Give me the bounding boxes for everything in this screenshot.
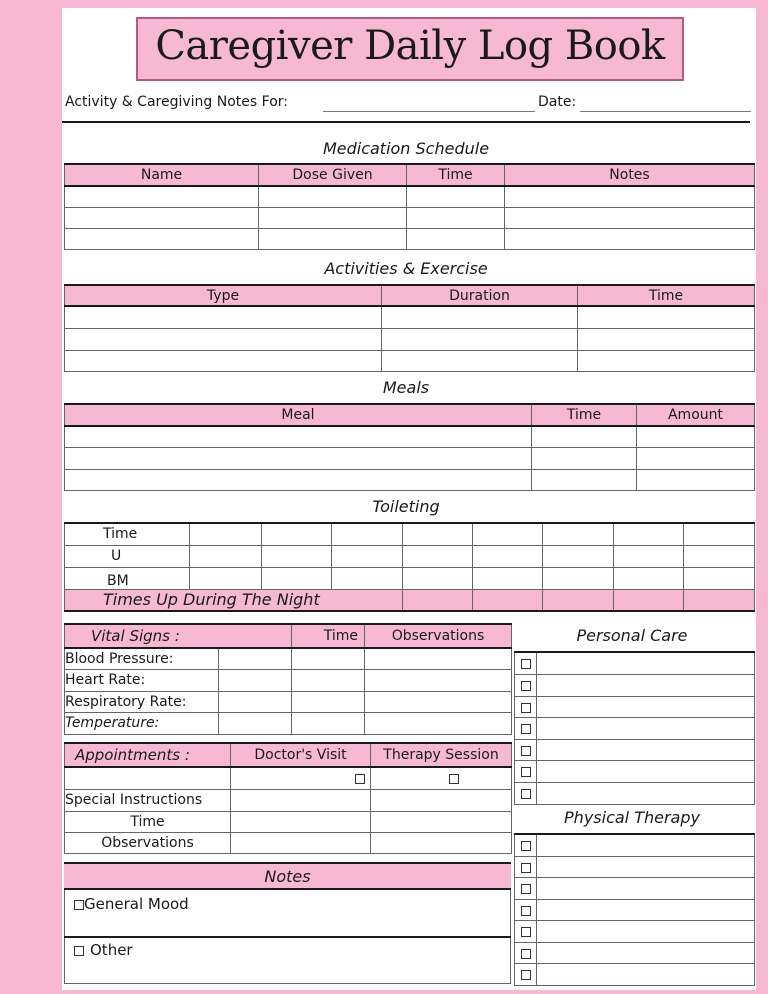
list-item bbox=[515, 674, 755, 696]
list-item bbox=[515, 963, 755, 985]
table-cell[interactable] bbox=[505, 207, 755, 228]
table-cell[interactable] bbox=[259, 186, 407, 207]
physical-therapy-list bbox=[514, 833, 755, 986]
table-row bbox=[65, 832, 512, 853]
list-item bbox=[515, 834, 755, 856]
table-cell[interactable] bbox=[65, 306, 382, 328]
table-cell bbox=[65, 767, 231, 789]
table-cell[interactable] bbox=[505, 228, 755, 249]
table-cell[interactable] bbox=[637, 447, 755, 469]
table-row bbox=[65, 306, 755, 328]
table-cell[interactable] bbox=[403, 545, 473, 567]
table-cell[interactable] bbox=[537, 652, 755, 674]
table-cell[interactable] bbox=[382, 328, 578, 350]
other-box[interactable] bbox=[64, 938, 511, 984]
table-cell[interactable] bbox=[403, 523, 473, 545]
table-cell[interactable] bbox=[684, 545, 755, 567]
list-item bbox=[515, 717, 755, 739]
table-cell[interactable] bbox=[578, 350, 755, 371]
appointments-title: Appointments : bbox=[65, 743, 231, 767]
table-cell[interactable] bbox=[65, 207, 259, 228]
general-mood-box[interactable] bbox=[64, 890, 511, 936]
table-cell[interactable] bbox=[537, 899, 755, 920]
toileting-row-u: U bbox=[65, 545, 190, 567]
table-cell[interactable] bbox=[65, 186, 259, 207]
table-cell[interactable] bbox=[190, 545, 262, 567]
table-cell[interactable] bbox=[219, 691, 292, 712]
table-cell[interactable] bbox=[365, 691, 512, 712]
activities-col-duration: Duration bbox=[382, 285, 578, 306]
table-cell[interactable] bbox=[532, 426, 637, 447]
table-cell[interactable] bbox=[473, 567, 543, 589]
physical-therapy-checkbox[interactable] bbox=[521, 906, 531, 916]
table-cell[interactable] bbox=[190, 567, 262, 589]
personal-care-list bbox=[514, 651, 755, 805]
table-cell[interactable] bbox=[537, 674, 755, 696]
table-cell bbox=[515, 739, 537, 760]
table-cell[interactable] bbox=[537, 782, 755, 804]
meals-col-amount: Amount bbox=[637, 404, 755, 426]
table-row bbox=[65, 328, 755, 350]
table-cell[interactable] bbox=[219, 648, 292, 669]
appointments-table bbox=[64, 742, 512, 854]
table-cell[interactable] bbox=[684, 523, 755, 545]
table-row bbox=[65, 789, 512, 811]
physical-therapy-checkbox[interactable] bbox=[521, 970, 531, 980]
table-cell[interactable] bbox=[292, 712, 365, 734]
meals-table bbox=[64, 403, 755, 491]
vitals-col-time: Time bbox=[292, 624, 365, 648]
table-cell[interactable] bbox=[65, 328, 382, 350]
table-row bbox=[65, 712, 512, 734]
doctor-visit-checkbox[interactable] bbox=[355, 774, 365, 784]
physical-therapy-checkbox[interactable] bbox=[521, 949, 531, 959]
general-mood-checkbox[interactable] bbox=[74, 900, 84, 910]
table-cell[interactable] bbox=[614, 545, 684, 567]
table-row bbox=[65, 426, 755, 447]
general-mood-label-wrap bbox=[74, 895, 189, 913]
table-cell[interactable] bbox=[231, 832, 371, 853]
page-title: Caregiver Daily Log Book bbox=[155, 23, 665, 69]
vital-blood-pressure: Blood Pressure: bbox=[65, 648, 219, 669]
notes-for-field[interactable] bbox=[323, 111, 535, 112]
table-cell[interactable] bbox=[407, 186, 505, 207]
appointment-special-instructions: Special Instructions bbox=[65, 789, 231, 811]
notes-header bbox=[64, 862, 511, 890]
table-cell bbox=[515, 899, 537, 920]
table-cell[interactable] bbox=[382, 350, 578, 371]
title-banner bbox=[136, 17, 684, 81]
table-cell[interactable] bbox=[371, 832, 512, 853]
table-cell[interactable] bbox=[403, 589, 473, 611]
vital-respiratory-rate: Respiratory Rate: bbox=[65, 691, 219, 712]
table-cell[interactable] bbox=[219, 669, 292, 691]
medication-col-dose: Dose Given bbox=[259, 164, 407, 186]
table-row bbox=[65, 545, 755, 567]
table-cell bbox=[515, 696, 537, 717]
table-cell[interactable] bbox=[219, 712, 292, 734]
meals-title: Meals bbox=[382, 378, 430, 397]
table-cell[interactable] bbox=[543, 589, 614, 611]
medication-title: Medication Schedule bbox=[322, 139, 490, 158]
table-row bbox=[65, 811, 512, 832]
table-row bbox=[65, 767, 512, 789]
appointments-col-therapy: Therapy Session bbox=[371, 743, 512, 767]
table-cell bbox=[515, 920, 537, 942]
table-cell[interactable] bbox=[332, 545, 403, 567]
table-cell[interactable] bbox=[382, 306, 578, 328]
table-cell[interactable] bbox=[407, 207, 505, 228]
personal-care-checkbox[interactable] bbox=[521, 724, 531, 734]
table-row bbox=[65, 469, 755, 490]
toileting-row-time: Time bbox=[65, 523, 190, 545]
table-cell bbox=[515, 963, 537, 985]
table-cell[interactable] bbox=[532, 447, 637, 469]
vitals-table bbox=[64, 623, 512, 735]
other-checkbox[interactable] bbox=[74, 946, 84, 956]
table-cell[interactable] bbox=[231, 789, 371, 811]
table-row bbox=[65, 648, 512, 669]
table-cell[interactable] bbox=[365, 669, 512, 691]
physical-therapy-checkbox[interactable] bbox=[521, 927, 531, 937]
activities-col-type: Type bbox=[65, 285, 382, 306]
toileting-row-bm: BM bbox=[65, 567, 190, 589]
personal-care-checkbox[interactable] bbox=[521, 703, 531, 713]
table-cell[interactable] bbox=[262, 545, 332, 567]
table-cell[interactable] bbox=[537, 877, 755, 899]
table-cell[interactable] bbox=[543, 545, 614, 567]
table-row bbox=[65, 669, 512, 691]
table-cell bbox=[231, 767, 371, 789]
table-cell[interactable] bbox=[543, 523, 614, 545]
physical-therapy-checkbox[interactable] bbox=[521, 841, 531, 851]
vital-heart-rate: Heart Rate: bbox=[65, 669, 219, 691]
table-cell[interactable] bbox=[637, 426, 755, 447]
table-cell[interactable] bbox=[292, 648, 365, 669]
table-cell[interactable] bbox=[614, 567, 684, 589]
table-cell[interactable] bbox=[578, 328, 755, 350]
table-cell[interactable] bbox=[537, 834, 755, 856]
table-row bbox=[65, 228, 755, 249]
table-cell bbox=[515, 760, 537, 782]
table-cell[interactable] bbox=[532, 469, 637, 490]
table-row bbox=[65, 186, 755, 207]
list-item bbox=[515, 877, 755, 899]
table-cell[interactable] bbox=[262, 523, 332, 545]
other-label: Other bbox=[90, 941, 133, 959]
table-cell[interactable] bbox=[407, 228, 505, 249]
table-cell[interactable] bbox=[65, 426, 532, 447]
list-item bbox=[515, 899, 755, 920]
list-item bbox=[515, 856, 755, 877]
meals-col-time: Time bbox=[532, 404, 637, 426]
table-cell bbox=[515, 782, 537, 804]
table-cell[interactable] bbox=[537, 696, 755, 717]
table-cell[interactable] bbox=[537, 942, 755, 963]
date-field[interactable] bbox=[580, 111, 751, 112]
medication-col-notes: Notes bbox=[505, 164, 755, 186]
table-cell[interactable] bbox=[65, 469, 532, 490]
list-item bbox=[515, 696, 755, 717]
table-cell bbox=[515, 674, 537, 696]
appointment-observations: Observations bbox=[65, 832, 231, 853]
general-mood-label: General Mood bbox=[84, 895, 189, 913]
physical-therapy-title: Physical Therapy bbox=[564, 808, 700, 827]
table-cell bbox=[515, 877, 537, 899]
list-item bbox=[515, 652, 755, 674]
table-cell[interactable] bbox=[537, 856, 755, 877]
list-item bbox=[515, 782, 755, 804]
table-row bbox=[65, 523, 755, 545]
notes-for-label: Activity & Caregiving Notes For: bbox=[65, 94, 288, 110]
header-divider bbox=[62, 121, 750, 123]
table-cell[interactable] bbox=[537, 717, 755, 739]
table-row bbox=[65, 447, 755, 469]
list-item bbox=[515, 760, 755, 782]
table-cell[interactable] bbox=[292, 669, 365, 691]
appointment-time: Time bbox=[65, 811, 231, 832]
physical-therapy-checkbox[interactable] bbox=[521, 863, 531, 873]
table-cell[interactable] bbox=[231, 811, 371, 832]
table-cell[interactable] bbox=[259, 207, 407, 228]
table-cell[interactable] bbox=[684, 567, 755, 589]
physical-therapy-checkbox[interactable] bbox=[521, 884, 531, 894]
table-cell[interactable] bbox=[332, 523, 403, 545]
table-cell[interactable] bbox=[473, 523, 543, 545]
vital-temperature: Temperature: bbox=[65, 712, 219, 734]
table-cell[interactable] bbox=[537, 920, 755, 942]
table-row bbox=[65, 691, 512, 712]
medication-col-name: Name bbox=[65, 164, 259, 186]
table-cell bbox=[515, 942, 537, 963]
table-cell bbox=[371, 767, 512, 789]
table-cell[interactable] bbox=[371, 789, 512, 811]
table-cell[interactable] bbox=[537, 963, 755, 985]
appointments-col-doctor: Doctor's Visit bbox=[231, 743, 371, 767]
table-cell[interactable] bbox=[371, 811, 512, 832]
table-row bbox=[65, 589, 755, 611]
activities-col-time: Time bbox=[578, 285, 755, 306]
table-cell[interactable] bbox=[614, 523, 684, 545]
personal-care-checkbox[interactable] bbox=[521, 681, 531, 691]
table-cell[interactable] bbox=[365, 712, 512, 734]
table-cell[interactable] bbox=[684, 589, 755, 611]
toileting-table bbox=[64, 522, 755, 612]
therapy-session-checkbox[interactable] bbox=[449, 774, 459, 784]
table-cell[interactable] bbox=[543, 567, 614, 589]
table-row bbox=[65, 567, 755, 589]
medication-col-time: Time bbox=[407, 164, 505, 186]
table-cell[interactable] bbox=[365, 648, 512, 669]
table-cell[interactable] bbox=[537, 739, 755, 760]
table-row bbox=[65, 207, 755, 228]
activities-table bbox=[64, 284, 755, 372]
activities-title: Activities & Exercise bbox=[324, 259, 488, 278]
table-cell[interactable] bbox=[190, 523, 262, 545]
table-cell[interactable] bbox=[65, 447, 532, 469]
personal-care-checkbox[interactable] bbox=[521, 746, 531, 756]
night-label: Times Up During The Night bbox=[65, 589, 403, 611]
personal-care-title: Personal Care bbox=[576, 626, 688, 645]
vitals-col-observations: Observations bbox=[365, 624, 512, 648]
table-cell[interactable] bbox=[637, 469, 755, 490]
personal-care-checkbox[interactable] bbox=[521, 767, 531, 777]
other-label-wrap bbox=[74, 941, 133, 959]
date-label: Date: bbox=[538, 94, 577, 110]
table-cell[interactable] bbox=[259, 228, 407, 249]
personal-care-checkbox[interactable] bbox=[521, 659, 531, 669]
table-cell[interactable] bbox=[578, 306, 755, 328]
toileting-title: Toileting bbox=[372, 497, 440, 516]
meals-col-meal: Meal bbox=[65, 404, 532, 426]
table-cell[interactable] bbox=[65, 350, 382, 371]
list-item bbox=[515, 920, 755, 942]
table-cell[interactable] bbox=[65, 228, 259, 249]
notes-title: Notes bbox=[264, 867, 311, 886]
table-cell[interactable] bbox=[537, 760, 755, 782]
table-cell[interactable] bbox=[292, 691, 365, 712]
table-cell[interactable] bbox=[332, 567, 403, 589]
vitals-title: Vital Signs : bbox=[65, 624, 292, 648]
table-cell bbox=[515, 652, 537, 674]
table-cell bbox=[515, 856, 537, 877]
table-cell bbox=[515, 717, 537, 739]
table-cell[interactable] bbox=[614, 589, 684, 611]
table-cell[interactable] bbox=[505, 186, 755, 207]
list-item bbox=[515, 739, 755, 760]
personal-care-checkbox[interactable] bbox=[521, 789, 531, 799]
table-row bbox=[65, 350, 755, 371]
table-cell[interactable] bbox=[473, 545, 543, 567]
table-cell[interactable] bbox=[403, 567, 473, 589]
medication-table bbox=[64, 163, 755, 250]
table-cell bbox=[515, 834, 537, 856]
table-cell[interactable] bbox=[473, 589, 543, 611]
table-cell[interactable] bbox=[262, 567, 332, 589]
list-item bbox=[515, 942, 755, 963]
